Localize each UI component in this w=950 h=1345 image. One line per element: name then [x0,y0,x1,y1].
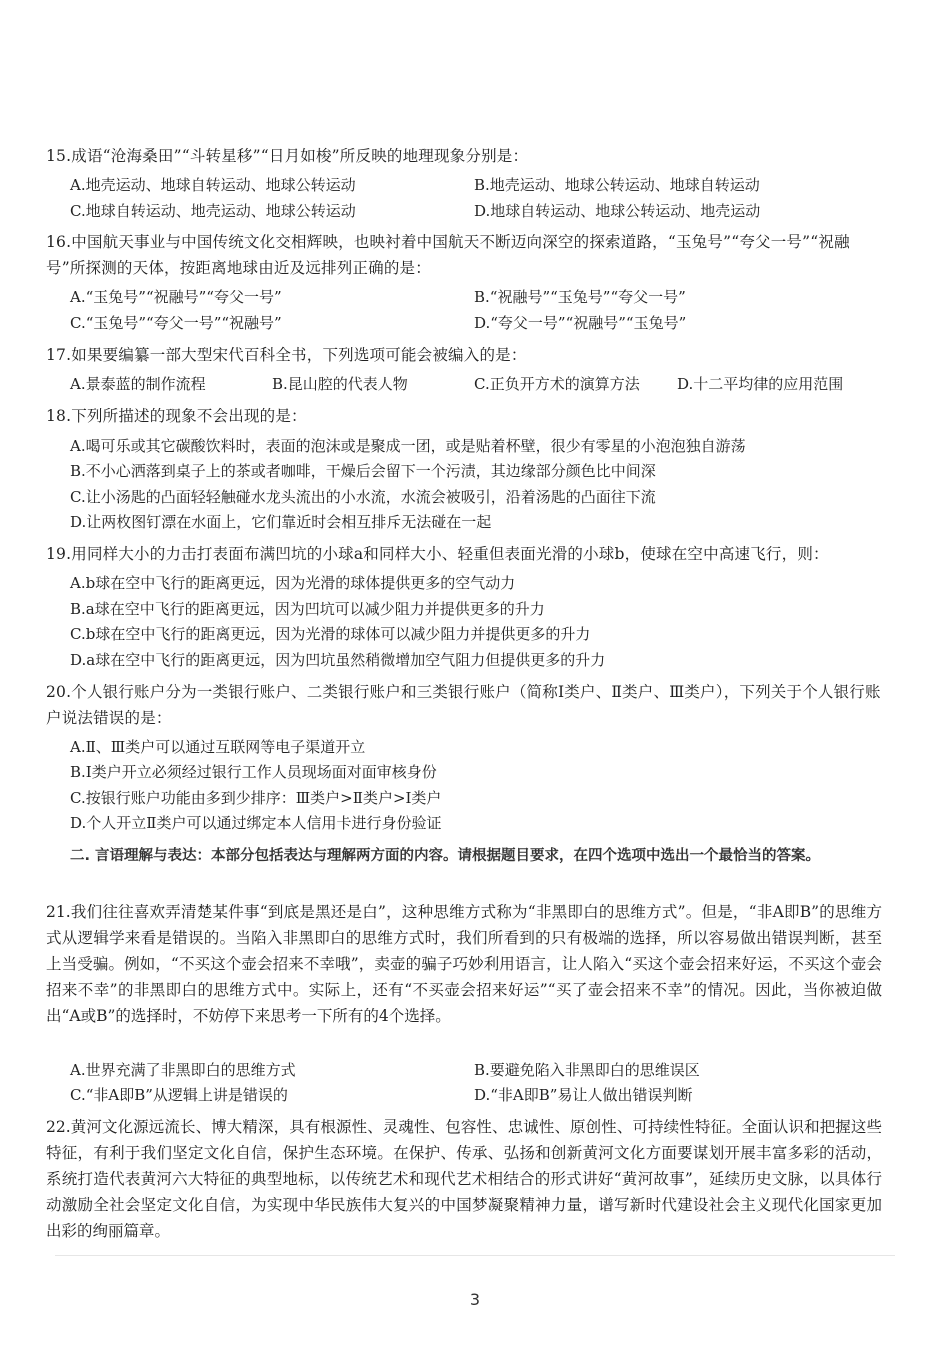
q21-option-b: B.要避免陷入非黑即白的思维误区 [474,1061,700,1079]
question-19-stem: 19.用同样大小的力击打表面布满凹坑的小球a和同样大小、轻重但表面光滑的小球b，使球在空中高速飞行，则： [46,545,829,563]
q17-option-a: A.景泰蓝的制作流程 [70,375,206,393]
footer-divider [55,1255,895,1256]
section-2-heading: 二. 言语理解与表达：本部分包括表达与理解两方面的内容。请根据题目要求，在四个选项中选出一个最恰当的答案。 [70,848,821,864]
q19-option-d: D.a球在空中飞行的距离更远，因为凹坑虽然稍微增加空气阻力但提供更多的升力 [70,651,606,669]
question-18-stem: 18.下列所描述的现象不会出现的是： [46,407,307,425]
q20-option-d: D.个人开立Ⅱ类户可以通过绑定本人信用卡进行身份验证 [70,814,442,832]
q17-option-d: D.十二平均律的应用范围 [677,375,844,393]
question-20-stem: 20.个人银行账户分为一类银行账户、二类银行账户和三类银行账户（简称Ⅰ类户、Ⅱ类户、Ⅲ类户），下列关于个人银行账户说法错误的是： [46,683,881,727]
q15-option-c: C.地球自转运动、地壳运动、地球公转运动 [70,202,356,220]
q15-option-a: A.地壳运动、地球自转运动、地球公转运动 [70,176,356,194]
question-22-stem: 22.黄河文化源远流长、博大精深，具有根源性、灵魂性、包容性、忠诚性、原创性、可持续性特征。全面认识和把握这些特征，有利于我们坚定文化自信，保护生态环境。在保护、传承、弘扬和创新黄河文化方面要谋划开展丰富多彩的活动，系统打造代表黄河六大特征的典型地标，以传统艺术和现代艺术相结合的形式讲好“黄河故事”，延续历史文脉，以具体行动激励全社会坚定文化自信，为实现中华民族伟大复兴的中国梦凝聚精神力量，谱写新时代建设社会主义现代化国家更加出彩的绚丽篇章。 [46,1118,882,1240]
q21-option-c: C.“非A即B”从逻辑上讲是错误的 [70,1086,288,1104]
q18-option-a: A.喝可乐或其它碳酸饮料时，表面的泡沫或是聚成一团，或是贴着杯壁，很少有零星的小泡泡独自游荡 [70,437,746,455]
q19-option-b: B.a球在空中飞行的距离更远，因为凹坑可以减少阻力并提供更多的升力 [70,600,545,618]
q18-option-b: B.不小心洒落到桌子上的茶或者咖啡，干燥后会留下一个污渍，其边缘部分颜色比中间深 [70,462,656,480]
q19-option-a: A.b球在空中飞行的距离更远，因为光滑的球体提供更多的空气动力 [70,574,516,592]
question-16-stem: 16.中国航天事业与中国传统文化交相辉映，也映衬着中国航天不断迈向深空的探索道路，“玉兔号”“夸父一号”“祝融号”所探测的天体，按距离地球由近及远排列正确的是： [46,233,850,277]
q16-option-c: C.“玉兔号”“夸父一号”“祝融号” [70,314,282,332]
q16-option-d: D.“夸父一号”“祝融号”“玉兔号” [474,314,687,332]
q17-option-c: C.正负开方术的演算方法 [474,375,640,393]
q18-option-c: C.让小汤匙的凸面轻轻触碰水龙头流出的小水流，水流会被吸引，沿着汤匙的凸面往下流 [70,488,656,506]
q16-option-a: A.“玉兔号”“祝融号”“夸父一号” [70,288,282,306]
q17-option-b: B.昆山腔的代表人物 [272,375,408,393]
q20-option-a: A.Ⅱ、Ⅲ类户可以通过互联网等电子渠道开立 [70,738,366,756]
question-21-stem: 21.我们往往喜欢弄清楚某件事“到底是黑还是白”，这种思维方式称为“非黑即白的思维方式”。但是，“非A即B”的思维方式从逻辑学来看是错误的。当陷入非黑即白的思维方式时，我们所看到的只有极端的选择，所以容易做出错误判断，甚至上当受骗。例如，“不买这个壶会招来不幸哦”，卖壶的骗子巧妙利用语言，让人陷入“买这个壶会招来好运，不买这个壶会招来不幸”的非黑即白的思维方式中。实际上，还有“不买壶会招来好运”“买了壶会招来不幸”的情况。因此，当你被迫做出“A或B”的选择时，不妨停下来思考一下所有的4个选择。 [46,903,882,1025]
q20-option-c: C.按银行账户功能由多到少排序：Ⅲ类户>Ⅱ类户>Ⅰ类户 [70,789,442,807]
q20-option-b: B.Ⅰ类户开立必须经过银行工作人员现场面对面审核身份 [70,763,437,781]
page-number: 3 [469,1290,481,1309]
q19-option-c: C.b球在空中飞行的距离更远，因为光滑的球体可以减少阻力并提供更多的升力 [70,625,591,643]
q21-option-a: A.世界充满了非黑即白的思维方式 [70,1061,296,1079]
q18-option-d: D.让两枚图钉漂在水面上，它们靠近时会相互排斥无法碰在一起 [70,513,492,531]
q21-option-d: D.“非A即B”易让人做出错误判断 [474,1086,693,1104]
q16-option-b: B.“祝融号”“玉兔号”“夸父一号” [474,288,686,306]
question-17-stem: 17.如果要编纂一部大型宋代百科全书，下列选项可能会被编入的是： [46,346,527,364]
q15-option-d: D.地球自转运动、地球公转运动、地壳运动 [474,202,761,220]
q15-option-b: B.地壳运动、地球公转运动、地球自转运动 [474,176,760,194]
question-15-stem: 15.成语“沧海桑田”“斗转星移”“日月如梭”所反映的地理现象分别是： [46,147,529,165]
